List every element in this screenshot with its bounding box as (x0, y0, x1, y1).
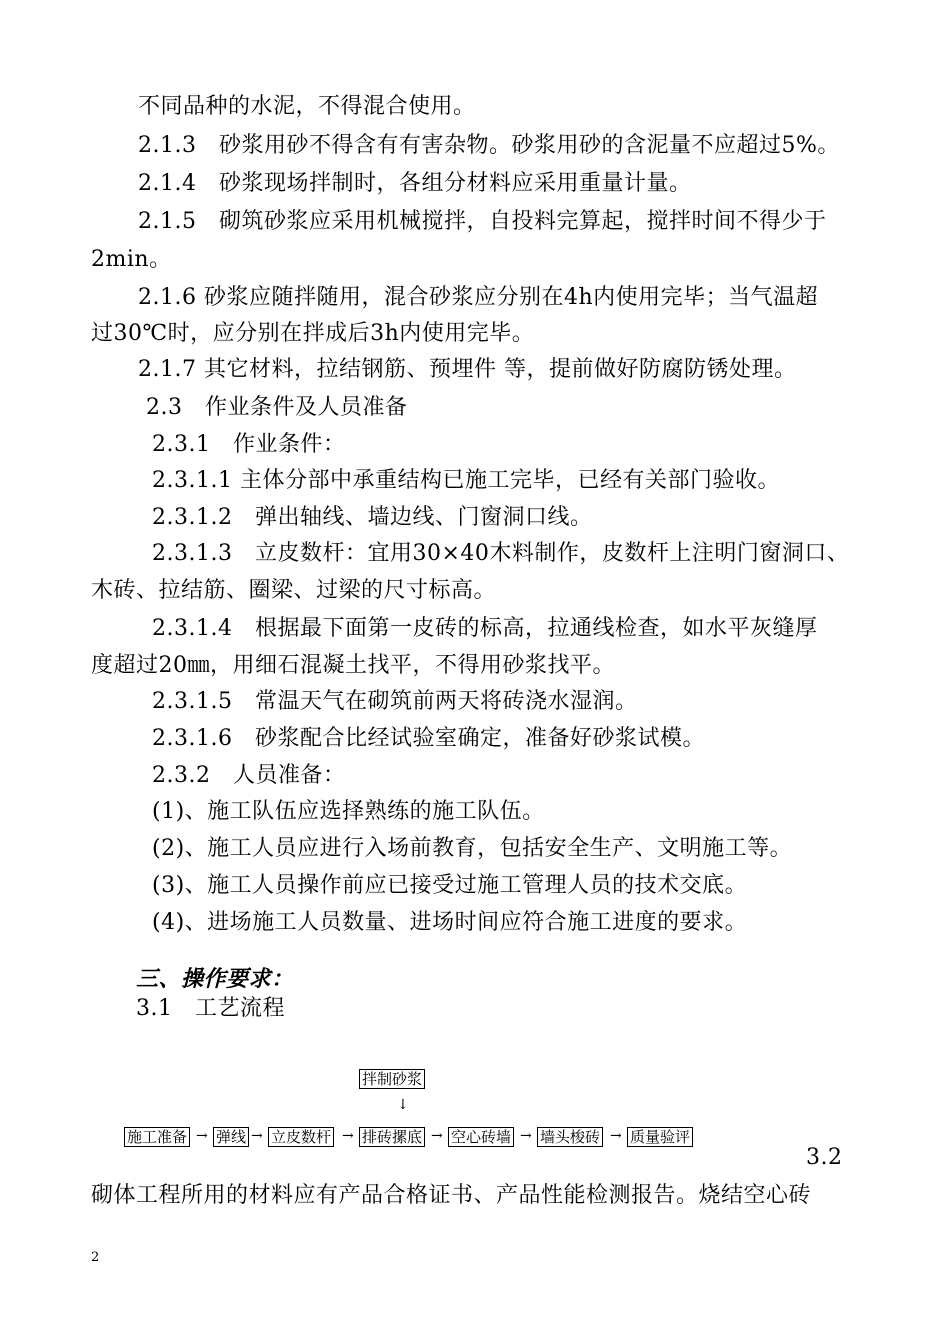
text-line-19: 2.3.2 人员准备： (152, 763, 346, 788)
section-heading: 三、操作要求： (136, 966, 294, 992)
text-line-18: 2.3.1.6 砂浆配合比经试验室确定，准备好砂浆试模。 (152, 726, 705, 751)
text-line-2: 2.1.3 砂浆用砂不得含有有害杂物。砂浆用砂的含泥量不应超过5%。 (138, 133, 840, 158)
flow-step-3: 立皮数杆 (268, 1127, 334, 1147)
text-line-7: 过30℃时，应分别在拌成后3h内使用完毕。 (91, 321, 535, 346)
text-line-12: 2.3.1.2 弹出轴线、墙边线、门窗洞口线。 (152, 505, 593, 530)
flow-arrow-4: → (431, 1128, 443, 1144)
flow-arrow-5: → (520, 1128, 532, 1144)
subsection-3-1: 3.1 工艺流程 (136, 996, 285, 1021)
text-line-5: 2min。 (91, 247, 172, 272)
text-line-1: 不同品种的水泥，不得混合使用。 (138, 94, 476, 119)
flow-step-5: 空心砖墙 (448, 1127, 514, 1147)
text-line-15: 2.3.1.4 根据最下面第一皮砖的标高，拉通线检查，如水平灰缝厚 (152, 616, 818, 641)
flow-arrow-3: → (342, 1128, 354, 1144)
page-number: 2 (91, 1250, 100, 1265)
flow-arrow-6: → (610, 1128, 622, 1144)
flow-step-6: 墙头梭砖 (537, 1127, 603, 1147)
text-line-10: 2.3.1 作业条件： (152, 432, 346, 457)
flow-box-mix-mortar: 拌制砂浆 (359, 1069, 425, 1089)
flow-step-4: 排砖摞底 (359, 1127, 425, 1147)
subsection-3-2-text: 砌体工程所用的材料应有产品合格证书、产品性能检测报告。烧结空心砖 (91, 1183, 812, 1208)
text-line-23: (4)、进场施工人员数量、进场时间应符合施工进度的要求。 (152, 910, 748, 935)
flow-step-1: 施工准备 (124, 1127, 190, 1147)
text-line-6: 2.1.6 砂浆应随拌随用，混合砂浆应分别在4h内使用完毕；当气温超 (138, 285, 819, 310)
flow-down-arrow: ↓ (397, 1097, 409, 1113)
flow-arrow-1: → (196, 1128, 208, 1144)
text-line-4: 2.1.5 砌筑砂浆应采用机械搅拌，自投料完算起，搅拌时间不得少于 (138, 209, 827, 234)
text-line-11: 2.3.1.1 主体分部中承重结构已施工完毕，已经有关部门验收。 (152, 468, 780, 493)
text-line-21: (2)、施工人员应进行入场前教育，包括安全生产、文明施工等。 (152, 836, 793, 861)
text-line-22: (3)、施工人员操作前应已接受过施工管理人员的技术交底。 (152, 873, 748, 898)
subsection-3-2-number: 3.2 (806, 1145, 843, 1170)
text-line-17: 2.3.1.5 常温天气在砌筑前两天将砖浇水湿润。 (152, 689, 638, 714)
flow-arrow-2: → (251, 1128, 263, 1144)
text-line-13: 2.3.1.3 立皮数杆：宜用30×40木料制作，皮数杆上注明门窗洞口、 (152, 541, 850, 566)
flow-step-7: 质量验评 (627, 1127, 693, 1147)
text-line-8: 2.1.7 其它材料，拉结钢筋、预埋件 等，提前做好防腐防锈处理。 (138, 357, 797, 382)
text-line-14: 木砖、拉结筋、圈梁、过梁的尺寸标高。 (91, 578, 497, 603)
text-line-20: (1)、施工队伍应选择熟练的施工队伍。 (152, 799, 545, 824)
text-line-16: 度超过20㎜，用细石混凝土找平，不得用砂浆找平。 (91, 653, 615, 678)
flow-step-2: 弹线 (213, 1127, 249, 1147)
text-line-3: 2.1.4 砂浆现场拌制时，各组分材料应采用重量计量。 (138, 171, 692, 196)
text-line-9: 2.3 作业条件及人员准备 (146, 395, 408, 420)
